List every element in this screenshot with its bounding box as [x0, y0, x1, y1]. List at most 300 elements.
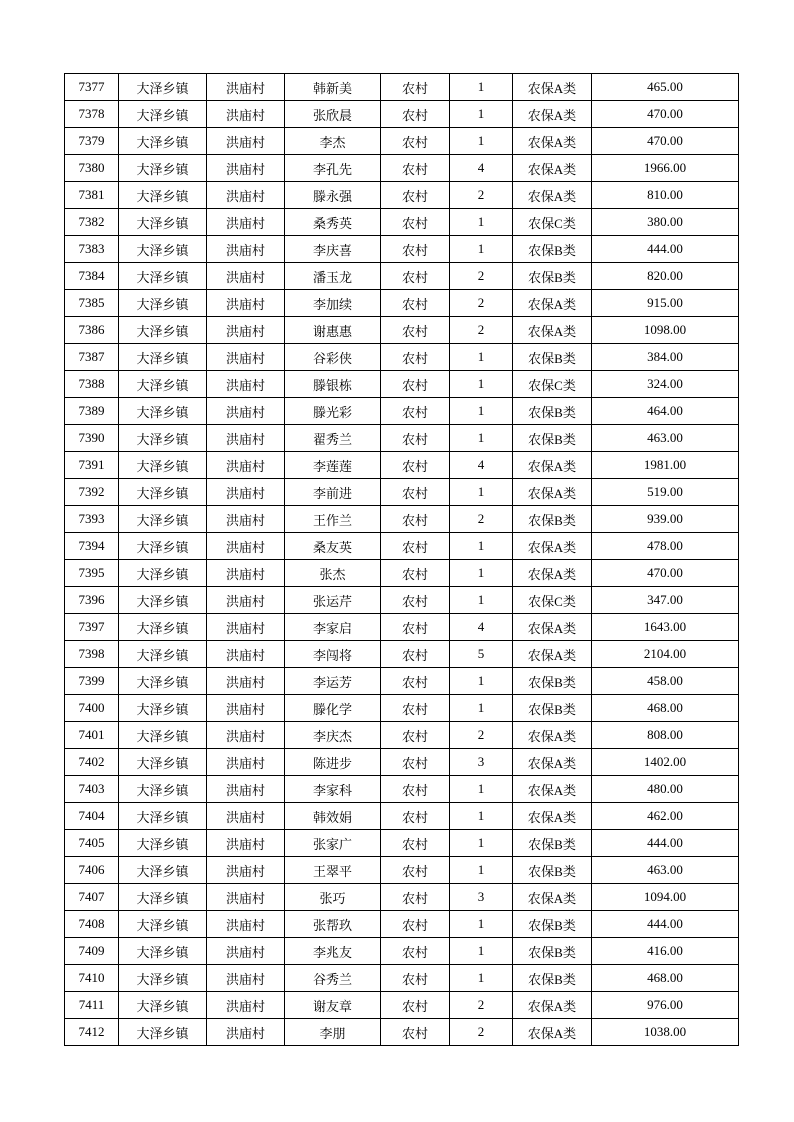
table-cell-village: 洪庙村	[207, 398, 285, 425]
table-cell-count: 2	[450, 317, 513, 344]
table-cell-type: 农村	[381, 992, 450, 1019]
table-cell-name: 张帮玖	[285, 911, 381, 938]
table-cell-category: 农保A类	[513, 101, 592, 128]
table-cell-id: 7399	[65, 668, 119, 695]
table-cell-amount: 1094.00	[592, 884, 739, 911]
table-cell-type: 农村	[381, 884, 450, 911]
table-cell-type: 农村	[381, 560, 450, 587]
table-cell-type: 农村	[381, 263, 450, 290]
table-cell-count: 3	[450, 749, 513, 776]
table-cell-amount: 444.00	[592, 236, 739, 263]
table-cell-village: 洪庙村	[207, 749, 285, 776]
table-cell-type: 农村	[381, 830, 450, 857]
table-cell-category: 农保B类	[513, 938, 592, 965]
table-row	[65, 1019, 739, 1046]
table-cell-category: 农保A类	[513, 155, 592, 182]
table-cell-count: 2	[450, 1019, 513, 1046]
table-cell-name: 滕永强	[285, 182, 381, 209]
table-cell-category: 农保B类	[513, 506, 592, 533]
table-row	[65, 371, 739, 398]
table-cell-type: 农村	[381, 641, 450, 668]
table-cell-name: 李运芳	[285, 668, 381, 695]
table-cell-category: 农保A类	[513, 776, 592, 803]
table-cell-count: 1	[450, 479, 513, 506]
table-cell-category: 农保C类	[513, 209, 592, 236]
table-cell-id: 7403	[65, 776, 119, 803]
table-cell-town: 大泽乡镇	[119, 398, 207, 425]
table-cell-town: 大泽乡镇	[119, 668, 207, 695]
table-cell-category: 农保B类	[513, 668, 592, 695]
table-cell-town: 大泽乡镇	[119, 479, 207, 506]
table-cell-name: 桑秀英	[285, 209, 381, 236]
table-cell-amount: 2104.00	[592, 641, 739, 668]
table-cell-name: 李家科	[285, 776, 381, 803]
table-cell-amount: 976.00	[592, 992, 739, 1019]
table-cell-id: 7409	[65, 938, 119, 965]
table-row	[65, 128, 739, 155]
table-cell-village: 洪庙村	[207, 236, 285, 263]
table-cell-town: 大泽乡镇	[119, 614, 207, 641]
table-row	[65, 884, 739, 911]
table-cell-amount: 519.00	[592, 479, 739, 506]
table-row	[65, 803, 739, 830]
table-cell-category: 农保A类	[513, 317, 592, 344]
table-cell-name: 潘玉龙	[285, 263, 381, 290]
table-cell-count: 1	[450, 371, 513, 398]
table-cell-type: 农村	[381, 128, 450, 155]
table-cell-id: 7400	[65, 695, 119, 722]
table-cell-village: 洪庙村	[207, 1019, 285, 1046]
table-cell-name: 张家广	[285, 830, 381, 857]
table-row	[65, 938, 739, 965]
table-cell-village: 洪庙村	[207, 911, 285, 938]
table-cell-type: 农村	[381, 695, 450, 722]
table-cell-village: 洪庙村	[207, 830, 285, 857]
table-row	[65, 776, 739, 803]
table-cell-count: 1	[450, 776, 513, 803]
table-cell-amount: 939.00	[592, 506, 739, 533]
table-cell-village: 洪庙村	[207, 587, 285, 614]
table-row	[65, 587, 739, 614]
table-cell-type: 农村	[381, 749, 450, 776]
table-cell-id: 7392	[65, 479, 119, 506]
table-cell-name: 陈进步	[285, 749, 381, 776]
table-cell-amount: 324.00	[592, 371, 739, 398]
table-cell-name: 张杰	[285, 560, 381, 587]
table-cell-name: 韩效娟	[285, 803, 381, 830]
table-cell-type: 农村	[381, 857, 450, 884]
table-cell-name: 王翠平	[285, 857, 381, 884]
table-cell-type: 农村	[381, 722, 450, 749]
table-cell-town: 大泽乡镇	[119, 884, 207, 911]
table-cell-category: 农保A类	[513, 182, 592, 209]
table-cell-count: 1	[450, 128, 513, 155]
table-cell-count: 1	[450, 965, 513, 992]
table-cell-village: 洪庙村	[207, 290, 285, 317]
table-cell-type: 农村	[381, 155, 450, 182]
table-cell-id: 7402	[65, 749, 119, 776]
table-cell-count: 1	[450, 857, 513, 884]
table-cell-type: 农村	[381, 344, 450, 371]
table-cell-name: 李庆杰	[285, 722, 381, 749]
table-cell-id: 7380	[65, 155, 119, 182]
table-row	[65, 398, 739, 425]
table-cell-category: 农保A类	[513, 884, 592, 911]
table-cell-count: 4	[450, 155, 513, 182]
table-cell-name: 谢惠惠	[285, 317, 381, 344]
table-cell-name: 李孔先	[285, 155, 381, 182]
table-cell-category: 农保A类	[513, 614, 592, 641]
table-cell-category: 农保A类	[513, 1019, 592, 1046]
table-cell-village: 洪庙村	[207, 965, 285, 992]
table-cell-village: 洪庙村	[207, 722, 285, 749]
table-cell-village: 洪庙村	[207, 263, 285, 290]
table-cell-category: 农保B类	[513, 263, 592, 290]
table-cell-id: 7397	[65, 614, 119, 641]
table-row	[65, 236, 739, 263]
table-cell-count: 1	[450, 398, 513, 425]
table-cell-count: 1	[450, 830, 513, 857]
table-cell-town: 大泽乡镇	[119, 830, 207, 857]
table-cell-id: 7381	[65, 182, 119, 209]
table-cell-count: 1	[450, 209, 513, 236]
table-cell-id: 7393	[65, 506, 119, 533]
table-cell-name: 滕光彩	[285, 398, 381, 425]
table-row	[65, 911, 739, 938]
table-cell-name: 李加续	[285, 290, 381, 317]
table-cell-town: 大泽乡镇	[119, 290, 207, 317]
table-cell-id: 7377	[65, 74, 119, 101]
table-cell-id: 7388	[65, 371, 119, 398]
table-cell-village: 洪庙村	[207, 371, 285, 398]
table-cell-amount: 470.00	[592, 101, 739, 128]
table-cell-type: 农村	[381, 803, 450, 830]
table-cell-count: 1	[450, 344, 513, 371]
table-cell-id: 7391	[65, 452, 119, 479]
table-cell-town: 大泽乡镇	[119, 344, 207, 371]
table-cell-amount: 1402.00	[592, 749, 739, 776]
table-cell-id: 7401	[65, 722, 119, 749]
table-row	[65, 479, 739, 506]
table-cell-category: 农保A类	[513, 749, 592, 776]
table-cell-name: 张运芹	[285, 587, 381, 614]
table-cell-amount: 463.00	[592, 425, 739, 452]
table-cell-amount: 444.00	[592, 830, 739, 857]
table-cell-id: 7384	[65, 263, 119, 290]
table-cell-village: 洪庙村	[207, 533, 285, 560]
table-cell-town: 大泽乡镇	[119, 695, 207, 722]
table-cell-type: 农村	[381, 1019, 450, 1046]
table-cell-count: 5	[450, 641, 513, 668]
table-cell-type: 农村	[381, 506, 450, 533]
table-cell-id: 7406	[65, 857, 119, 884]
table-cell-amount: 1038.00	[592, 1019, 739, 1046]
table-cell-count: 1	[450, 74, 513, 101]
table-cell-count: 1	[450, 668, 513, 695]
table-cell-amount: 470.00	[592, 560, 739, 587]
table-row	[65, 344, 739, 371]
table-cell-name: 桑友英	[285, 533, 381, 560]
table-cell-category: 农保B类	[513, 398, 592, 425]
table-row	[65, 749, 739, 776]
table-cell-name: 张巧	[285, 884, 381, 911]
table-cell-village: 洪庙村	[207, 695, 285, 722]
table-cell-category: 农保C类	[513, 587, 592, 614]
table-cell-amount: 820.00	[592, 263, 739, 290]
table-cell-name: 李朋	[285, 1019, 381, 1046]
table-cell-village: 洪庙村	[207, 479, 285, 506]
table-cell-town: 大泽乡镇	[119, 317, 207, 344]
table-cell-type: 农村	[381, 938, 450, 965]
table-cell-category: 农保A类	[513, 533, 592, 560]
table-cell-id: 7408	[65, 911, 119, 938]
table-row	[65, 965, 739, 992]
table-cell-village: 洪庙村	[207, 641, 285, 668]
table-cell-amount: 1981.00	[592, 452, 739, 479]
table-row	[65, 263, 739, 290]
table-cell-village: 洪庙村	[207, 857, 285, 884]
table-row	[65, 830, 739, 857]
table-cell-town: 大泽乡镇	[119, 911, 207, 938]
table-cell-town: 大泽乡镇	[119, 641, 207, 668]
table-cell-category: 农保A类	[513, 803, 592, 830]
table-cell-village: 洪庙村	[207, 803, 285, 830]
table-cell-count: 1	[450, 803, 513, 830]
table-cell-category: 农保A类	[513, 479, 592, 506]
table-cell-category: 农保A类	[513, 560, 592, 587]
table-cell-amount: 468.00	[592, 965, 739, 992]
table-cell-type: 农村	[381, 965, 450, 992]
table-cell-type: 农村	[381, 911, 450, 938]
table-cell-id: 7404	[65, 803, 119, 830]
table-cell-name: 谷秀兰	[285, 965, 381, 992]
table-cell-name: 李莲莲	[285, 452, 381, 479]
table-cell-id: 7378	[65, 101, 119, 128]
table-cell-count: 1	[450, 425, 513, 452]
table-cell-type: 农村	[381, 398, 450, 425]
table-cell-town: 大泽乡镇	[119, 722, 207, 749]
table-cell-name: 李家启	[285, 614, 381, 641]
table-cell-town: 大泽乡镇	[119, 74, 207, 101]
table-cell-amount: 468.00	[592, 695, 739, 722]
table-cell-category: 农保C类	[513, 371, 592, 398]
table-cell-name: 李闯将	[285, 641, 381, 668]
table-cell-category: 农保B类	[513, 344, 592, 371]
table-cell-type: 农村	[381, 317, 450, 344]
table-cell-village: 洪庙村	[207, 506, 285, 533]
table-cell-amount: 463.00	[592, 857, 739, 884]
table-cell-category: 农保A类	[513, 128, 592, 155]
table-cell-category: 农保B类	[513, 857, 592, 884]
table-cell-village: 洪庙村	[207, 128, 285, 155]
table-cell-village: 洪庙村	[207, 668, 285, 695]
table-cell-category: 农保A类	[513, 992, 592, 1019]
table-row	[65, 560, 739, 587]
table-cell-name: 滕化学	[285, 695, 381, 722]
table-cell-village: 洪庙村	[207, 155, 285, 182]
table-cell-town: 大泽乡镇	[119, 371, 207, 398]
table-cell-id: 7385	[65, 290, 119, 317]
table-cell-town: 大泽乡镇	[119, 128, 207, 155]
table-cell-town: 大泽乡镇	[119, 425, 207, 452]
table-cell-category: 农保B类	[513, 830, 592, 857]
table-cell-name: 谢友章	[285, 992, 381, 1019]
table-cell-type: 农村	[381, 776, 450, 803]
table-cell-amount: 1098.00	[592, 317, 739, 344]
table-cell-count: 2	[450, 506, 513, 533]
table-cell-type: 农村	[381, 209, 450, 236]
table-cell-count: 2	[450, 992, 513, 1019]
table-cell-count: 2	[450, 182, 513, 209]
table-cell-id: 7389	[65, 398, 119, 425]
table-cell-count: 2	[450, 290, 513, 317]
table-cell-town: 大泽乡镇	[119, 101, 207, 128]
table-row	[65, 992, 739, 1019]
table-cell-type: 农村	[381, 533, 450, 560]
table-row	[65, 722, 739, 749]
table-cell-type: 农村	[381, 425, 450, 452]
table-cell-village: 洪庙村	[207, 614, 285, 641]
table-row	[65, 290, 739, 317]
table-cell-town: 大泽乡镇	[119, 263, 207, 290]
table-cell-type: 农村	[381, 668, 450, 695]
table-cell-count: 1	[450, 911, 513, 938]
table-cell-id: 7411	[65, 992, 119, 1019]
table-row	[65, 155, 739, 182]
table-cell-type: 农村	[381, 587, 450, 614]
table-cell-village: 洪庙村	[207, 938, 285, 965]
table-cell-town: 大泽乡镇	[119, 560, 207, 587]
table-cell-town: 大泽乡镇	[119, 938, 207, 965]
table-row	[65, 317, 739, 344]
table-cell-amount: 808.00	[592, 722, 739, 749]
table-cell-type: 农村	[381, 74, 450, 101]
table-cell-category: 农保B类	[513, 425, 592, 452]
table-cell-town: 大泽乡镇	[119, 803, 207, 830]
table-cell-town: 大泽乡镇	[119, 452, 207, 479]
table-cell-town: 大泽乡镇	[119, 182, 207, 209]
table-cell-id: 7410	[65, 965, 119, 992]
table-cell-village: 洪庙村	[207, 74, 285, 101]
table-cell-type: 农村	[381, 101, 450, 128]
table-cell-id: 7395	[65, 560, 119, 587]
table-cell-id: 7396	[65, 587, 119, 614]
table-cell-amount: 464.00	[592, 398, 739, 425]
table-cell-town: 大泽乡镇	[119, 776, 207, 803]
table-cell-amount: 915.00	[592, 290, 739, 317]
table-cell-id: 7398	[65, 641, 119, 668]
table-cell-type: 农村	[381, 371, 450, 398]
table-cell-count: 2	[450, 722, 513, 749]
table-row	[65, 533, 739, 560]
table-cell-amount: 470.00	[592, 128, 739, 155]
table-cell-name: 翟秀兰	[285, 425, 381, 452]
table-cell-village: 洪庙村	[207, 884, 285, 911]
table-cell-amount: 347.00	[592, 587, 739, 614]
table-cell-town: 大泽乡镇	[119, 209, 207, 236]
table-row	[65, 695, 739, 722]
table-cell-town: 大泽乡镇	[119, 992, 207, 1019]
table-cell-id: 7390	[65, 425, 119, 452]
table-cell-type: 农村	[381, 290, 450, 317]
table-cell-amount: 810.00	[592, 182, 739, 209]
table-cell-village: 洪庙村	[207, 209, 285, 236]
table-cell-village: 洪庙村	[207, 344, 285, 371]
table-row	[65, 668, 739, 695]
table-cell-name: 李兆友	[285, 938, 381, 965]
table-cell-count: 1	[450, 560, 513, 587]
table-cell-amount: 462.00	[592, 803, 739, 830]
table-cell-count: 1	[450, 695, 513, 722]
table-cell-id: 7394	[65, 533, 119, 560]
table-row	[65, 209, 739, 236]
table-cell-village: 洪庙村	[207, 776, 285, 803]
table-cell-count: 1	[450, 236, 513, 263]
table-cell-amount: 458.00	[592, 668, 739, 695]
table-cell-amount: 380.00	[592, 209, 739, 236]
table-row	[65, 74, 739, 101]
table-cell-village: 洪庙村	[207, 560, 285, 587]
table-cell-town: 大泽乡镇	[119, 1019, 207, 1046]
table-cell-category: 农保B类	[513, 911, 592, 938]
table-row	[65, 101, 739, 128]
table-cell-name: 谷彩侠	[285, 344, 381, 371]
table-cell-town: 大泽乡镇	[119, 506, 207, 533]
table-cell-amount: 465.00	[592, 74, 739, 101]
table-cell-town: 大泽乡镇	[119, 533, 207, 560]
table-cell-village: 洪庙村	[207, 317, 285, 344]
table-cell-village: 洪庙村	[207, 182, 285, 209]
table-cell-id: 7405	[65, 830, 119, 857]
table-cell-count: 4	[450, 614, 513, 641]
table-cell-id: 7387	[65, 344, 119, 371]
table-cell-id: 7379	[65, 128, 119, 155]
table-cell-village: 洪庙村	[207, 101, 285, 128]
table-cell-name: 滕银栋	[285, 371, 381, 398]
table-cell-count: 1	[450, 533, 513, 560]
table-cell-category: 农保B类	[513, 965, 592, 992]
table-cell-count: 4	[450, 452, 513, 479]
table-cell-amount: 416.00	[592, 938, 739, 965]
table-cell-village: 洪庙村	[207, 992, 285, 1019]
table-cell-village: 洪庙村	[207, 425, 285, 452]
table-cell-name: 李杰	[285, 128, 381, 155]
table-cell-village: 洪庙村	[207, 452, 285, 479]
table-row	[65, 506, 739, 533]
table-cell-count: 1	[450, 101, 513, 128]
table-cell-town: 大泽乡镇	[119, 587, 207, 614]
table-cell-name: 韩新美	[285, 74, 381, 101]
table-cell-town: 大泽乡镇	[119, 857, 207, 884]
table-cell-category: 农保B类	[513, 695, 592, 722]
table-cell-category: 农保A类	[513, 641, 592, 668]
table-row	[65, 182, 739, 209]
table-cell-name: 张欣晨	[285, 101, 381, 128]
table-cell-town: 大泽乡镇	[119, 749, 207, 776]
table-cell-type: 农村	[381, 479, 450, 506]
table-cell-town: 大泽乡镇	[119, 155, 207, 182]
table-cell-town: 大泽乡镇	[119, 236, 207, 263]
table-row	[65, 857, 739, 884]
table-cell-type: 农村	[381, 182, 450, 209]
table-cell-name: 王作兰	[285, 506, 381, 533]
table-cell-count: 1	[450, 938, 513, 965]
table-cell-category: 农保A类	[513, 452, 592, 479]
table-cell-type: 农村	[381, 614, 450, 641]
table-cell-id: 7412	[65, 1019, 119, 1046]
table-cell-category: 农保A类	[513, 722, 592, 749]
table-cell-id: 7383	[65, 236, 119, 263]
